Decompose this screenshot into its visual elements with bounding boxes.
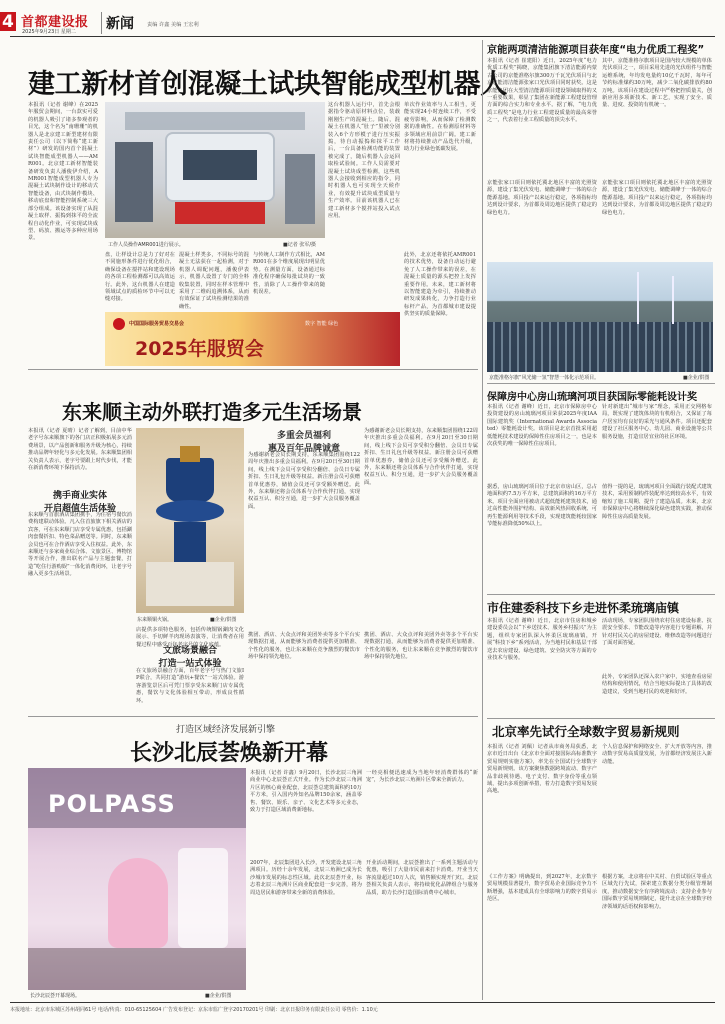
dls-lead: 本报讯（记者 夏晴）记者了解到，目前中华老字号东来顺旗下的各门店正积极拓展多元消费场景，以产品创新和服务升级为核心，持续推动品牌年轻化与多元化发展。东来顺集团相关负责人表示，老字号要跟上时代步伐，才能在新消费环境下保持活力。: [28, 428, 132, 472]
dt-col1: 本报讯（记者 刘佩）记者从市商务局获悉，北京市近日出台《北京市全面对接国际高标准数字贸易规则实施方案》，率先在全国试行全球数字贸易新规则。该方案聚焦数据跨境流动、数字产品非歧视待遇、电子支付、数字身份等重点领域，提出多项创新举措，着力打造数字贸易发展高地。: [487, 744, 597, 795]
robot-col2b: 此外，北京还将依托AMR001的技术优势，设备自动运行避免了人工操作带来的误差，在混凝土质量的源头把控上发挥重要作用。未来，建工新材将以智能建造为牵引，持续推动研发成果转化，力争打造行业标杆产品，为首都城市建设提供坚实的质量保障。: [404, 252, 476, 318]
footer-rule: [10, 1002, 715, 1003]
cifte-banner: [105, 312, 400, 366]
dls-sub1-body: 东来顺与首旅酒店集团携手，为住宿与餐饮消费构建联动体验。凡入住首旅旗下相关酒店的宾客，可在东来顺门店享受专属优惠，包括涮肉套餐折扣、特色菜品赠送等。同时，东来顺会员也可在合作酒店享受入住权益。此外，东来顺还与多家商业综合体、文旅景区、博物馆等开展合作，推出联名产品与主题套餐，打造“吃住行游购娱”一体化消费闭环，让老字号融入更多生活场景。: [28, 512, 132, 578]
beichen-kicker: 打造区域经济发展新引擎: [176, 725, 276, 735]
jingneng-photo-caption: 京能准格尔旗“风光储一氢”智慧一体化示范项目。: [489, 375, 600, 381]
article4-bottom-rule: [487, 594, 715, 595]
paper-name: 首都建设报: [21, 15, 89, 30]
bzf-col1b: 据悉，房山琉璃河项目位于北京市房山区，总占地面积约7.5万平方米，总建筑面积约16万平方米。项目全面应用被动式超低能耗建筑技术，通过高性能外围护结构、高效新风热回收系统、可再生能源利用等技术手段，实现建筑能耗较国家节能标准降低50%以上。: [487, 484, 597, 528]
banner-title: 2025年服贸会: [135, 338, 264, 360]
dls-sub1-text: 携手商业实体 开启超值生活体验: [43, 491, 116, 514]
headline-donglaishun: 东来顺主动外联打造多元生活场景: [62, 400, 362, 424]
dls-col-b3: 携团、酒店、大众点评和美团外卖等多个平台实现数据打通，从而能够为消费者提供更加精准、个性化的服务，也让东来顺在竞争激烈的餐饮市场中保持领先地位。: [248, 632, 360, 661]
editor-credit: 责编 许鑫 美编 王宏利: [147, 22, 199, 28]
right-col-divider: [482, 40, 483, 1000]
dt-col2: 个人信息保护和网络安全、扩大开放等内容，推动数字贸易高质量发展，为首都经济发展注入新动能。: [602, 744, 712, 765]
article3-bottom-rule: [28, 716, 478, 717]
robot-col2: 这台机器人运行中，首先会根据指令驱动原材料点位，装载刚刚生产的混凝土。随后，混凝土在机器人“肚子”里被分别装入6个方形模子进行压实振捣，待自动振捣和抹平工作后，一台具备检测功能的装置被完成了，随后机器人会运回取检试验间。工作人员需要对混凝土试块成型检测，这些机器人会接收到相应的指令，同时机器人也可实现全天候作业，有效提升试块成型质量与生产效率。目前该机器人已在建工新材多个搅拌站投入试点应用。: [328, 102, 400, 220]
right-top-rule: [487, 383, 715, 384]
banner-slogan: 数字 智能 绿色: [305, 321, 339, 327]
jingneng-photo: [487, 262, 713, 372]
jingneng-col3: 京能张家口项目则依托冀北地区丰富的光照资源，建设了集光伏发电、储能调峰于一体的综合能源基地。项目投产以来运行稳定，各项指标均达到设计要求，为首都及周边地区提供了稳定的绿色电力。: [487, 180, 597, 216]
banner-brand: 中国国际服务贸易交易会: [129, 321, 185, 327]
robot-photo-credit: ■记者 张军/摄: [283, 242, 316, 248]
jingneng-col2: 其中，京能准格尔旗项目是国内较大规模的单体光伏项目之一，项目采用先进的光伏组件与智能运维系统，年均发电量约10亿千瓦时，每年可节约标准煤约30万吨，减少二氧化碳排放约80万吨。该项目在建设过程中严格把控质量关，创新应用多项新技术、新工艺，实现了安全、质量、进度、投资的有机统一。: [602, 58, 712, 109]
kj-col2b: 此外，专家团队还深入农户家中，实地查看房屋结构和使用情况，结合当地实际提出了具体的改造建议，受到当地村民的欢迎和好评。: [602, 674, 712, 695]
bzf-col2: 针对新建出“城市与家”理念，采用正交网格布局，既实现了建筑体块的有机组合，又保证了每户居室均有良好的采光与通风条件。项目还配套建设了社区服务中心、幼儿园、商业设施等公共服务设施，打造宜居宜业的社区环境。: [602, 404, 712, 440]
dls-sub3-text: 文旅场景融合 打造一站式体验: [158, 646, 222, 669]
jingneng-photo-credit: ■企业/供图: [683, 375, 710, 381]
headline-beichen: 长沙北辰荟焕新开幕: [130, 741, 329, 766]
mall-photo: [28, 768, 246, 990]
mall-sign: POLPASS: [48, 790, 176, 818]
footer-text: 本报地址：北京市东城区苏州胡同61号 电话/传真：010-65125604 广告发布登记：京东市监广登字20170201号 印刷：北京日报印务有限责任公司 零售价：1.10元: [10, 1007, 378, 1013]
robot-photo: [105, 102, 325, 238]
dls-sub2: [248, 428, 360, 454]
dls-sub1: [28, 488, 132, 514]
dt-col2b: 根据方案，北京将在中关村、自贸试验区等重点区域先行先试，探索建立数据分类分级管理制度，推动数据安全有序跨境流动；支持企业参与国际数字贸易规则制定，提升北京在全球数字经济领域的话语权和影响力。: [602, 874, 712, 910]
banner-logo-icon: [113, 318, 125, 330]
robot-col-b1: 盘，让样设计总是力了好对在不同施形条件进行优化组合，确保设备在搅拌站和建设现场的各项工程检测都可以高效运行。此外，这台机器人在建造领域试点的质检环节中可以无缝对接。: [105, 252, 175, 303]
section-name: 新闻: [106, 16, 134, 32]
dls-sub3-body: 在文旅场景融合方面，百年老字号与热门文旅IP联合，共同打造“游玩+餐饮”一站式体验。游客游览景区后可凭门票享受东来顺门店专属优惠，餐饮与文化体验相互带动，形成良性循环。: [136, 668, 244, 704]
hotpot-photo: [136, 428, 244, 613]
dls-col-b1: 店提供多项特色服务，包括传统铜锅涮肉文化展示、手切鲜羊肉现场表演等，让消费者在用餐过程中感受百年老字号的文化底蕴。: [136, 627, 244, 648]
dls-col3-body: 为感谢新老会员长期支持，东来顺集团围绕122周年庆推出多重会员福利。在9月20日至30日期间，线上线下会员可享受积分翻倍、会员日专属折扣、生日礼包升级等权益。新注册会员可获赠首单优惠券，储值会员还可享受额外赠送。此外，东来顺还将会员体系与合作伙伴打通，实现权益互认、积分互通，进一步扩大会员服务覆盖面。: [364, 428, 478, 486]
dls-sub2-body: 为感谢新老会员长期支持，东来顺集团围绕122周年庆推出多重会员福利。在9月20日至30日期间，线上线下会员可享受积分翻倍、会员日专属折扣、生日礼包升级等权益。新注册会员可获赠首单优惠券，储值会员还可享受额外赠送。此外，东来顺还将会员体系与合作伙伴打通，实现权益互认、积分互通，进一步扩大会员服务覆盖面。: [248, 452, 360, 510]
masthead-rule: [10, 36, 715, 37]
masthead-date: 2025年9月23日 星期二: [22, 29, 76, 35]
beichen-col2b: 开业活动期间，北辰荟推出了一系列主题活动与优惠，吸引了大量市民前来打卡消费。开业当天客流量超过10万人次，销售额实现开门红。北辰荟相关负责人表示，将持续优化品牌组合与服务品质，助力长沙打造国际消费中心城市。: [366, 860, 478, 896]
beichen-col1b: 2007年，北辰集团进入长沙，开发建设北辰三角洲项目。历经十余年发展，北辰三角洲已成为长沙城市发展的标志性区域。此次北辰荟开业，标志着北辰三角洲片区商业配套进一步完善，将为周边居民和游客带来全新的消费体验。: [250, 860, 362, 896]
headline-baozhangfang: 保障房中心房山琉璃河项目获国际零能耗设计奖: [487, 392, 697, 403]
headline-robot: 建工新材首创混凝土试块智能成型机器人: [28, 69, 507, 100]
headline-jingneng: 京能两项清洁能源项目获年度“电力优质工程奖”: [487, 45, 705, 56]
bzf-col2b: 值得一提的是，琉璃河项目全面践行装配式建筑技术，采用预制构件装配率达到较高水平，有效缩短了施工周期、提升了建造品质。未来，北京市保障房中心将继续深化绿色建筑实践，推动保障性住房高质量发展。: [602, 484, 712, 520]
mall-photo-credit: ■企业/供图: [205, 993, 232, 999]
article1-bottom-rule: [28, 369, 478, 370]
mall-photo-caption: 长沙北辰荟开幕现场。: [30, 993, 81, 999]
kj-col2: 活动现场，专家团队围绕农村住房建设标准、抗震安全要求、节能改造等内容进行专题讲解，并针对村民关心的房屋建设、维修改造等问题进行了面对面答疑。: [602, 618, 712, 647]
dls-sub3: [136, 643, 244, 669]
dls-col-b4: 携团、酒店、大众点评和美团外卖等多个平台实现数据打通，从而能够为消费者提供更加精准、个性化的服务，也让东来顺在竞争激烈的餐饮市场中保持领先地位。: [364, 632, 478, 661]
dls-sub2-text: 多重会员福利 惠及百年品牌诚意: [267, 431, 340, 454]
robot-col-b2: 混凝土样类多，不同标号的混凝土无法获在一起检测，对于机器人调配问题，潘俊伊表示，机器人设置了专门的全料收集装置，同时在样本管理中采用了二维码追溯体系，从而有效保证了试块检测结果的准确性。: [179, 252, 249, 310]
bzf-col1: 本报讯（记者 谢峰）近日，北京市保障房中心投资建设的房山琉璃河项目荣获2025年度IAA国际建筑奖（International Awards Associated）零能耗设计奖。该项目是北京首批采用超低能耗技术建设的保障性住房项目之一，也是本次获奖的唯一保障性住房项目。: [487, 404, 597, 448]
hotpot-photo-caption: 东来顺铜火锅。: [137, 617, 173, 623]
hotpot-photo-credit: ■企业/供图: [210, 617, 237, 623]
dt-col1b: 《工作方案》明确提出，到2027年，北京数字贸易规模显著提升，数字贸易企业国际竞争力不断增强，基本建成具有全球影响力的数字贸易示范区。: [487, 874, 597, 903]
page-number: 4: [2, 12, 14, 32]
article5-bottom-rule: [487, 718, 715, 719]
robot-col-b3: 与传统人工制作方式相比，AMR001在多个维度展现出明显优势。在测量方面，设备通过标准化程序确保每批试块的一致性，消除了人工操作带来的随机误差。: [253, 252, 325, 296]
masthead-divider: [101, 12, 102, 34]
jingneng-col1: 本报讯（记者 崔建阳）近日，2025年度“电力优质工程奖”揭晓，京能集团旗下清洁能源内蒙古公司的京能准格尔旗300万千瓦光伏项目与北京京能清洁能源张家口光伏项目同时获奖。这是京能集团在大型清洁能源项目建设领域取得的又一重要成果，彰显了集团在新能源工程建设管理方面的综合实力和专业水平。据了解，“电力优质工程奖”是电力行业工程建设质量的最高荣誉之一，代表着行业工程质量的顶尖水平。: [487, 58, 597, 124]
beichen-col2: 一经亮相便迅速成为当地年轻消费群体的“新宠”，为长沙北辰三角洲片区带来全新活力。: [366, 770, 478, 784]
robot-photo-caption: 工作人员操作AMR001进行展示。: [108, 242, 184, 248]
kj-col1: 本报讯（记者 谢峰）近日，北京市住房和城乡建设委员会以“下乡送技术、服务乡村振兴”为主题，组织专家团队深入怀柔区琉璃庙镇，开展“科技下乡”系列活动，为当地村民和基层干部送去农房建设、绿色建筑、安全防灾等方面的专业技术与服务。: [487, 618, 597, 662]
jingneng-col4: 京能张家口项目则依托冀北地区丰富的光照资源，建设了集光伏发电、储能调峰于一体的综合能源基地。项目投产以来运行稳定，各项指标均达到设计要求，为首都及周边地区提供了稳定的绿色电力。: [602, 180, 712, 216]
beichen-col1: 本报讯（记者 许鑫）9月20日，长沙北辰三角洲商业中心北辰荟正式开业。作为长沙北辰三角洲片区的核心商业配套，北辰荟总建筑面积约10万平方米，引入国内外知名品牌150余家，涵盖零售、餐饮、娱乐、亲子、文化艺术等多元业态，致力于打造区域消费新地标。: [250, 770, 362, 814]
headline-digital-trade: 北京率先试行全球数字贸易新规则: [492, 724, 680, 739]
robot-lead-col1: 本报讯（记者 谢峰）在2025年服贸会期间，一台款实可爱的机器人吸引了诸多参观者的目光，这个名为“南珊珊”的机器人是北京建工新型建材有限责任公司（以下简称“建工新材”）研发的国内首个混凝土试块智能成型机器人——AMR001。北京建工新材智能装备研发负责人潘俊伊介绍，AMR001智能成型机器人专为混凝土试块制作设计的移动式智能设备，由式块制作模块、移动底盘和智能控制系统三大部分组成。该设备实现了从混凝土取样、振捣到抹平的全流程自动化作业，可实现试块成型、码放、搬运等多种应用场景。: [28, 102, 98, 242]
robot-col3: 单次作业效率与人工相当，更能实现24小时连续工作，不受疲劳影响，从而保障了检测数据的准确性。在检测原材料等多领域应用前景广阔。建工新材将持续推动产品迭代升级，助力行业绿色低碳发展。: [404, 102, 476, 153]
headline-kejixiaxiang: 市住建委科技下乡走进怀柔琉璃庙镇: [487, 601, 680, 615]
